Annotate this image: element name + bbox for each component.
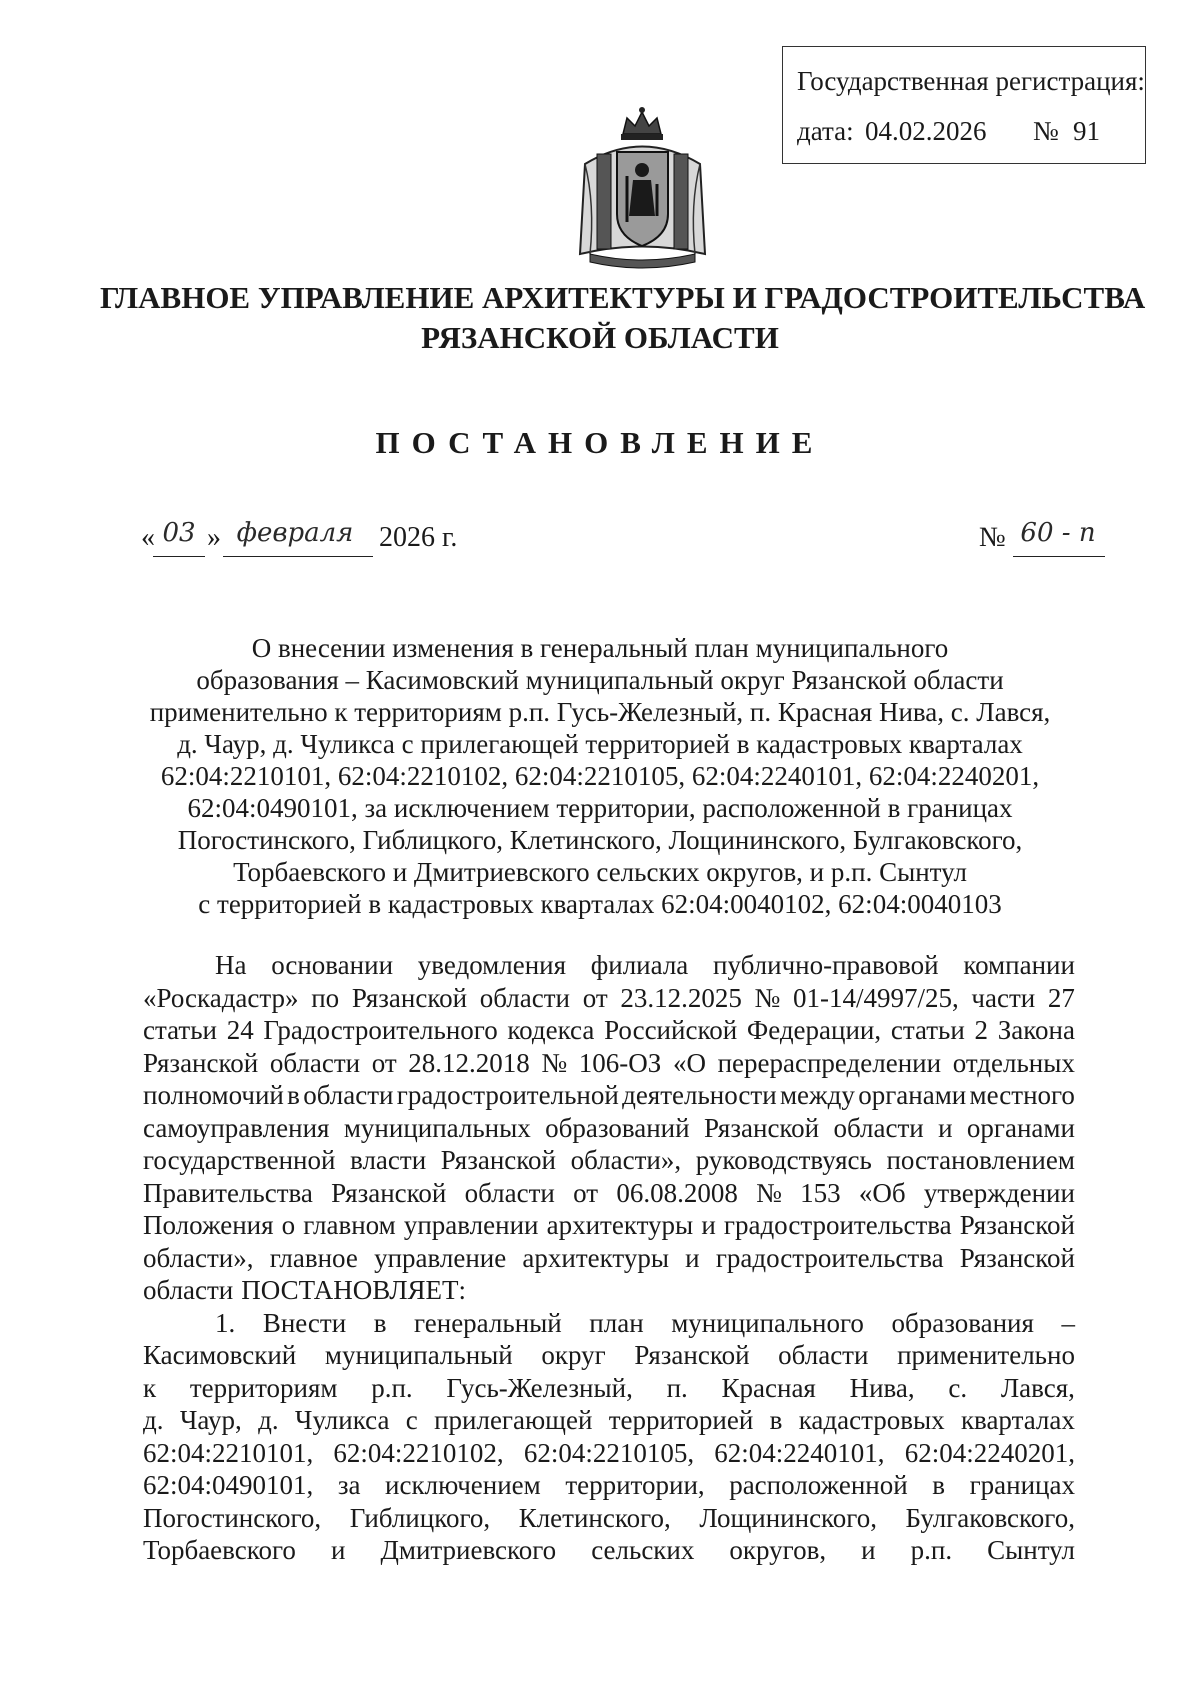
body-word: с — [405, 1405, 418, 1435]
body-word: Положения — [143, 1210, 274, 1240]
body-word: 1. — [215, 1307, 236, 1338]
body-word: 62:04:2240101, — [714, 1437, 885, 1468]
body-word: округ — [541, 1340, 606, 1370]
body-word: территории, — [565, 1470, 705, 1500]
subject-line: применительно к территориям р.п. Гусь-Железный, п. Красная Нива, с. Лався, — [149, 697, 1051, 727]
body-word: части — [971, 982, 1036, 1013]
body-word: Касимовский — [143, 1340, 297, 1370]
body-word: № — [754, 982, 781, 1013]
body-word: 28.12.2018 — [408, 1047, 530, 1078]
organization-name-line: ГЛАВНОЕ УПРАВЛЕНИЕ АРХИТЕКТУРЫ И ГРАДОСТРОИТЕЛЬСТВА — [100, 280, 1146, 315]
body-word: Внести — [262, 1307, 347, 1338]
body-word: Градостроительного — [263, 1015, 498, 1045]
date-close-quote: » — [207, 522, 221, 553]
body-word: власти — [350, 1145, 427, 1175]
body-word: Рязанской — [351, 982, 468, 1013]
body-word: 01-14/4997/25, — [792, 982, 959, 1013]
date-number-line — [141, 518, 1101, 562]
body-word: перераспределении — [717, 1047, 942, 1078]
registration-date: 04.02.2026 — [865, 116, 987, 146]
body-word: органами — [858, 1080, 967, 1110]
body-word: к — [143, 1372, 157, 1403]
body-word: области — [778, 1340, 869, 1370]
body-word: по — [311, 982, 340, 1013]
body-word: Лощининского, — [699, 1502, 877, 1533]
body-word: – — [1061, 1307, 1075, 1338]
body-word: 62:04:0490101, — [143, 1470, 314, 1500]
body-word: Закона — [997, 1015, 1075, 1045]
body-word: Торбаевского — [143, 1535, 296, 1565]
body-word: управлении — [403, 1210, 539, 1240]
body-word: № — [541, 1047, 568, 1078]
body-line — [143, 1469, 1075, 1502]
body-word: «О — [672, 1047, 706, 1078]
body-word: Гиблицкого, — [349, 1502, 491, 1533]
body-word: градостроительства — [723, 1210, 952, 1240]
registration-stamp — [782, 46, 1146, 164]
body-word: д. — [258, 1405, 279, 1435]
body-word: образований — [545, 1112, 690, 1143]
registration-title: Государственная регистрация: — [797, 66, 1145, 96]
body-word: градостроительства — [715, 1242, 944, 1273]
body-word: территориям — [189, 1372, 338, 1403]
body-word: муниципальных — [343, 1112, 531, 1143]
document-type-heading: ПОСТАНОВЛЕНИЕ — [375, 425, 825, 460]
body-word: и — [701, 1210, 716, 1240]
body-word: Рязанской — [331, 1177, 447, 1208]
body-word: главное — [269, 1242, 358, 1273]
body-line — [143, 1014, 1075, 1047]
body-word: в — [932, 1470, 946, 1500]
body-word: и — [938, 1112, 953, 1143]
body-line — [143, 1112, 1075, 1145]
handwritten-month: февраля — [236, 518, 354, 548]
body-word: между — [779, 1080, 855, 1110]
registration-number: 91 — [1073, 116, 1100, 146]
body-line — [143, 1437, 1075, 1470]
body-line — [143, 949, 1075, 982]
body-word: области — [143, 1275, 234, 1305]
body-word: от — [371, 1047, 397, 1078]
body-word: 23.12.2025 — [620, 982, 742, 1013]
subject-line: Погостинского, Гиблицкого, Клетинского, Лощининского, Булгаковского, — [177, 825, 1023, 855]
body-word: 06.08.2008 — [616, 1177, 738, 1208]
body-word: постановлением — [886, 1145, 1075, 1175]
body-word: Рязанской — [143, 1047, 259, 1078]
body-word: области — [303, 1080, 394, 1110]
subject-line: Торбаевского и Дмитриевского сельских округов, и р.п. Сынтул — [233, 857, 967, 887]
subject-line: О внесении изменения в генеральный план муниципального — [251, 633, 949, 663]
body-word: «Роскадастр» — [143, 982, 299, 1013]
ryazan-oblast-coat-of-arms-icon — [565, 104, 720, 269]
body-word: с. — [948, 1372, 968, 1403]
body-word: округов, — [729, 1535, 827, 1565]
body-word: ПОСТАНОВЛЯЕТ: — [241, 1275, 467, 1305]
body-word: Гусь-Железный, — [446, 1372, 633, 1403]
body-word: 62:04:2210101, — [143, 1437, 314, 1468]
subject-line: образования – Касимовский муниципальный округ Рязанской области — [196, 665, 1004, 695]
body-word: исключением — [385, 1470, 541, 1500]
organization-name — [100, 278, 1146, 358]
body-word: и — [685, 1242, 700, 1273]
body-word: управление — [374, 1242, 507, 1273]
body-word: статьи — [143, 1015, 217, 1045]
body-word: Нива, — [849, 1372, 915, 1403]
body-line — [143, 1047, 1075, 1080]
body-word: Рязанской — [440, 1145, 556, 1175]
body-word: Лався, — [1000, 1372, 1075, 1403]
body-word: от — [573, 1177, 599, 1208]
number-underline — [1013, 556, 1105, 557]
body-word: архитектуры — [546, 1210, 694, 1240]
body-word: органами — [966, 1112, 1075, 1143]
body-word: Булгаковского, — [905, 1502, 1075, 1533]
body-word: Рязанской — [703, 1112, 820, 1143]
body-line — [143, 1177, 1075, 1210]
body-line — [143, 1534, 1075, 1567]
body-line — [143, 1372, 1075, 1405]
body-word: Погостинского, — [143, 1502, 322, 1533]
body-word: кодекса — [507, 1015, 595, 1045]
body-word: Сынтул — [987, 1535, 1075, 1565]
body-word: Чаур, — [179, 1405, 242, 1435]
body-word: деятельности — [622, 1080, 777, 1110]
day-underline — [153, 556, 205, 557]
handwritten-day: 03 — [162, 518, 196, 548]
body-word: 2 — [974, 1015, 989, 1045]
body-word: 27 — [1047, 982, 1075, 1013]
body-word: в — [769, 1405, 783, 1435]
body-word: р.п. — [371, 1372, 413, 1403]
body-word: план — [589, 1307, 644, 1338]
body-line — [143, 1404, 1075, 1437]
body-line — [143, 1079, 1075, 1112]
body-word: Российской — [604, 1015, 738, 1045]
body-word: Красная — [721, 1372, 816, 1403]
document-number-label: № — [979, 522, 1006, 553]
body-word: главном — [303, 1210, 396, 1240]
body-line — [143, 1307, 1075, 1340]
body-word: Правительства — [143, 1177, 313, 1208]
registration-date-label: дата: — [797, 116, 854, 146]
body-word: прилегающей — [434, 1405, 593, 1435]
body-word: 24 — [226, 1015, 254, 1045]
body-word: области — [833, 1112, 924, 1143]
body-line — [143, 1209, 1075, 1242]
body-line — [143, 1502, 1075, 1535]
body-word: территорией — [608, 1405, 754, 1435]
body-word: Клетинского, — [518, 1502, 671, 1533]
body-word: Рязанской — [959, 1210, 1075, 1240]
date-open-quote: « — [141, 522, 155, 553]
body-line — [143, 1242, 1075, 1275]
subject-line: 62:04:0490101, за исключением территории, расположенной в границах — [187, 793, 1013, 823]
body-word: компании — [963, 950, 1075, 980]
body-word: применительно — [897, 1340, 1075, 1370]
month-underline — [223, 556, 373, 557]
body-word: № — [756, 1177, 782, 1208]
body-word: области — [479, 982, 570, 1013]
body-word: от — [582, 982, 608, 1013]
body-word: Федерации, — [746, 1015, 882, 1045]
body-word: филиала — [590, 950, 689, 980]
body-word: местного — [969, 1080, 1075, 1110]
subject-line: 62:04:2210101, 62:04:2210102, 62:04:2210105, 62:04:2240101, 62:04:2240201, — [160, 761, 1040, 791]
body-word: уведомления — [417, 950, 567, 980]
body-word: кварталах — [960, 1405, 1075, 1435]
body-word: п. — [666, 1372, 688, 1403]
body-word: статьи — [890, 1015, 965, 1045]
body-word: и — [330, 1535, 346, 1565]
body-word: 62:04:2210102, — [333, 1437, 504, 1468]
body-word: области», — [143, 1242, 254, 1273]
body-word: 106-ОЗ — [578, 1047, 662, 1078]
body-line — [143, 1274, 1075, 1307]
body-word: утверждении — [923, 1177, 1075, 1208]
body-word: области», — [570, 1145, 682, 1175]
body-word: архитектуры — [522, 1242, 669, 1273]
body-word: сельских — [591, 1535, 695, 1565]
body-word: и — [861, 1535, 876, 1565]
body-word: самоуправления — [143, 1112, 330, 1143]
body-word: в — [373, 1307, 387, 1338]
body-word: области — [464, 1177, 555, 1208]
subject-line: д. Чаур, д. Чуликса с прилегающей территорией в кадастровых кварталах — [177, 729, 1023, 759]
handwritten-document-number: 60 - п — [1020, 518, 1096, 548]
body-word: в — [287, 1080, 300, 1110]
body-word: Рязанской — [634, 1340, 750, 1370]
body-word: Дмитриевского — [380, 1535, 557, 1565]
document-body — [143, 949, 1075, 1567]
body-word: Рязанской — [959, 1242, 1075, 1273]
body-word: генеральный — [414, 1307, 562, 1338]
body-word: кадастровых — [798, 1405, 945, 1435]
body-word: р.п. — [910, 1535, 953, 1565]
body-word: градостроительной — [396, 1080, 619, 1110]
body-word: публично-правовой — [713, 950, 939, 980]
body-line — [143, 982, 1075, 1015]
document-subject — [140, 632, 1060, 920]
body-word: 62:04:2210105, — [523, 1437, 695, 1468]
subject-line: с территорией в кадастровых кварталах 62:04:0040102, 62:04:0040103 — [198, 889, 1002, 919]
body-word: полномочий — [143, 1080, 284, 1110]
body-word: На — [215, 950, 247, 980]
body-word: муниципальный — [324, 1340, 513, 1370]
body-word: расположенной — [729, 1470, 908, 1500]
body-word: области — [269, 1047, 361, 1078]
body-word: 62:04:2240201, — [904, 1437, 1075, 1468]
body-word: основании — [271, 950, 394, 980]
organization-name-line: РЯЗАНСКОЙ ОБЛАСТИ — [421, 320, 779, 355]
body-word: руководствуясь — [695, 1145, 872, 1175]
body-word: отдельных — [952, 1047, 1075, 1078]
body-word: муниципального — [671, 1307, 864, 1338]
body-word: государственной — [143, 1145, 336, 1175]
body-line — [143, 1339, 1075, 1372]
body-word: за — [337, 1470, 361, 1500]
body-word: 153 — [800, 1177, 841, 1208]
body-word: границах — [969, 1470, 1075, 1500]
body-word: Чуликса — [294, 1405, 390, 1435]
body-word: «Об — [858, 1177, 906, 1208]
body-word: о — [281, 1210, 296, 1240]
body-word: образования — [891, 1307, 1034, 1338]
document-year: 2026 г. — [379, 522, 458, 553]
body-word: д. — [143, 1405, 164, 1435]
body-line — [143, 1144, 1075, 1177]
registration-number-label: № — [1033, 116, 1059, 146]
